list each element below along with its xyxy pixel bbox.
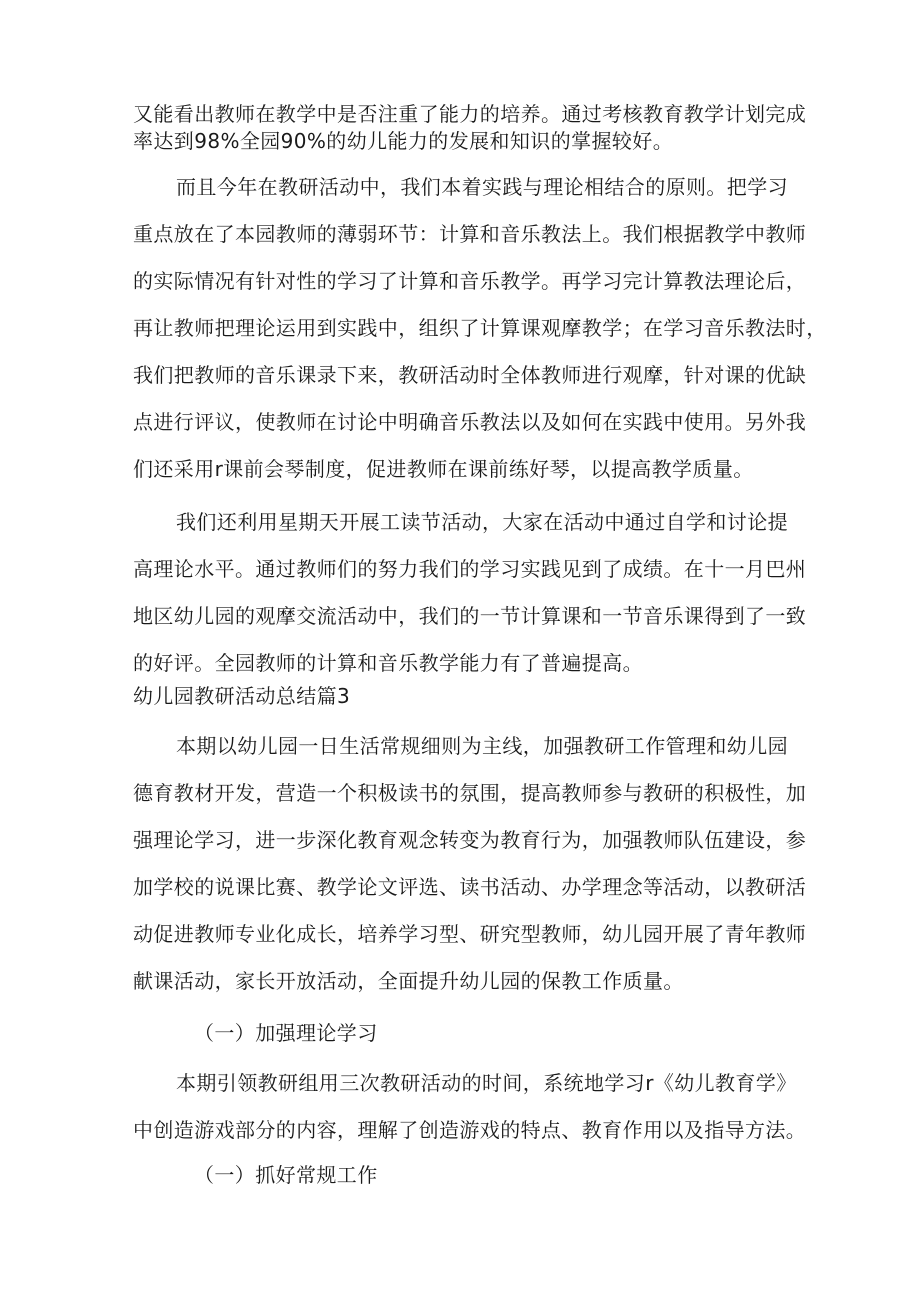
text-line: 们还采用r课前会琴制度，促进教师在课前练好琴，以提高教学质量。 [133, 457, 754, 481]
text-line: 我们把教师的音乐课录下来，教研活动时全体教师进行观摩，针对课的优缺 [133, 363, 807, 387]
subheading: （一）加强理论学习 [194, 1021, 378, 1045]
text-line: 又能看出教师在教学中是否注重了能力的培养。通过考核教育教学计划完成 [133, 102, 807, 126]
text-line: 的好评。全园教师的计算和音乐教学能力有了普遍提高。 [133, 651, 643, 675]
text-line: 而且今年在教研活动中，我们本着实践与理论相结合的原则。把学习 [176, 175, 788, 199]
text-line: 我们还利用星期天开展工读节活动，大家在活动中通过自学和讨论提 [176, 510, 788, 534]
text-line: 强理论学习，进一步深化教育观念转变为教育行为，加强教师队伍建设，参 [133, 828, 807, 852]
text-line: 的实际情况有针对性的学习了计算和音乐教学。再学习完计算教法理论后， [133, 269, 807, 293]
text-line: 地区幼儿园的观摩交流活动中，我们的一节计算课和一节音乐课得到了一致 [133, 604, 807, 628]
text-line: 加学校的说课比赛、教学论文评选、读书活动、办学理念等活动，以教研活 [133, 875, 807, 899]
subheading: （一）抓好常规工作 [194, 1163, 378, 1187]
text-line: 本期引领教研组用三次教研活动的时间，系统地学习r《幼儿教育学》 [176, 1071, 797, 1095]
text-line: 中创造游戏部分的内容，理解了创造游戏的特点、教育作用以及指导方法。 [133, 1118, 807, 1142]
text-line: 率达到98%全园90%的幼儿能力的发展和知识的掌握较好。 [133, 129, 674, 153]
text-line: 本期以幼儿园一日生活常规细则为主线，加强教研工作管理和幼儿园 [176, 734, 788, 758]
text-line: 高理论水平。通过教师们的努力我们的学习实践见到了成绩。在十一月巴州 [133, 557, 807, 581]
text-line: 重点放在了本园教师的薄弱环节：计算和音乐教法上。我们根据教学中教师 [133, 222, 807, 246]
text-line: 点进行评议，使教师在讨论中明确音乐教法以及如何在实践中使用。另外我 [133, 410, 807, 434]
text-line: 献课活动，家长开放活动，全面提升幼儿园的保教工作质量。 [133, 969, 684, 993]
text-line: 德育教材开发，营造一个积极读书的氛围，提高教师参与教研的积极性，加 [133, 781, 807, 805]
text-line: 动促进教师专业化成长，培养学习型、研究型教师，幼儿园开展了青年教师 [133, 922, 807, 946]
text-line: 再让教师把理论运用到实践中，组织了计算课观摩教学；在学习音乐教法时， [133, 316, 827, 340]
section-heading: 幼儿园教研活动总结篇3 [133, 684, 351, 708]
